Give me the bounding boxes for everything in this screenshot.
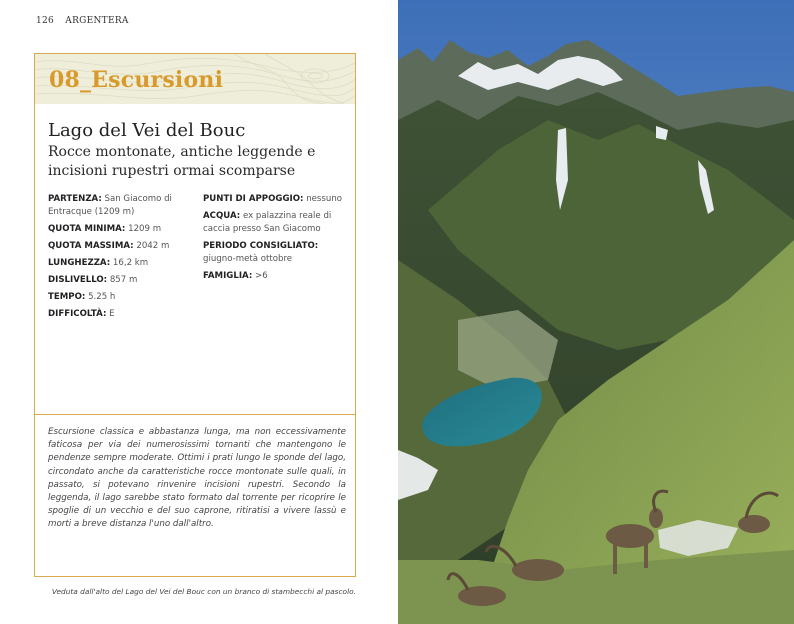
running-head-section: ARGENTERA xyxy=(65,16,129,26)
fact-label: DIFFICOLTÀ: xyxy=(48,309,107,319)
fact-label: PERIODO CONSIGLIATO: xyxy=(203,241,319,251)
fact-value: ex palazzina reale di caccia presso San Giacomo xyxy=(203,211,332,234)
fact-label: PUNTI DI APPOGGIO: xyxy=(203,194,304,204)
fact-famiglia xyxy=(203,270,351,283)
box-divider xyxy=(35,414,355,415)
fact-value: E xyxy=(109,309,115,319)
fact-value: 5.25 h xyxy=(88,292,116,302)
route-title: Lago del Vei del Bouc xyxy=(48,120,246,141)
fact-tempo xyxy=(48,291,198,304)
facts-column-right xyxy=(203,193,351,287)
fact-value: >6 xyxy=(255,271,268,281)
route-info-box xyxy=(34,53,356,577)
fact-punti-appoggio xyxy=(203,193,351,206)
route-description: Escursione classica e abbastanza lunga, ma non eccessivamente faticosa per via dei numerosissimi tornanti che mantengono le pendenze sempre moderate. Ottimi i prati lungo le sponde del lago, circondato anche da caratteristiche rocce montonate sulle quali, in passato, si potevano rinvenire incisioni rupestri. Secondo la leggenda, il lago sarebbe stato formato dal torrente per ricoprire le spoglie di un vecchio e del suo caprone, ritiratisi a vivere lassù e morti a breve distanza l'uno dall'altro. xyxy=(48,427,346,530)
fact-value: 16,2 km xyxy=(112,258,149,268)
fact-quota-minima xyxy=(48,223,198,236)
facts-column-left xyxy=(48,193,198,325)
fact-label: QUOTA MASSIMA: xyxy=(48,241,134,251)
fact-label: QUOTA MINIMA: xyxy=(48,224,126,234)
fact-difficolta xyxy=(48,308,198,321)
section-title: 08_Escursioni xyxy=(49,67,224,93)
fact-label: DISLIVELLO: xyxy=(48,275,108,285)
fact-value: 2042 m xyxy=(136,241,170,251)
fact-value: 857 m xyxy=(109,275,138,285)
fact-label: LUNGHEZZA: xyxy=(48,258,111,268)
route-subtitle: Rocce montonate, antiche leggende e incisioni rupestri ormai scomparse xyxy=(48,144,316,179)
fact-value: giugno-metà ottobre xyxy=(203,254,293,264)
mountain-lake-photo xyxy=(398,0,794,624)
fact-value: nessuno xyxy=(306,194,343,204)
fact-value: San Giacomo di Entracque (1209 m) xyxy=(48,194,172,217)
fact-label: ACQUA: xyxy=(203,211,241,221)
page-number: 126 xyxy=(36,16,55,26)
section-header-band xyxy=(35,54,355,104)
fact-periodo-consigliato xyxy=(203,240,351,266)
fact-dislivello xyxy=(48,274,198,287)
fact-label: PARTENZA: xyxy=(48,194,102,204)
fact-quota-massima xyxy=(48,240,198,253)
fact-label: TEMPO: xyxy=(48,292,86,302)
fact-partenza xyxy=(48,193,198,219)
fact-label: FAMIGLIA: xyxy=(203,271,253,281)
fact-lunghezza xyxy=(48,257,198,270)
fact-value: 1209 m xyxy=(128,224,162,234)
running-head xyxy=(36,16,129,26)
fact-acqua xyxy=(203,210,351,236)
photo-caption: Veduta dall'alto del Lago del Vei del Bouc con un branco di stambecchi al pascolo. xyxy=(51,587,356,596)
